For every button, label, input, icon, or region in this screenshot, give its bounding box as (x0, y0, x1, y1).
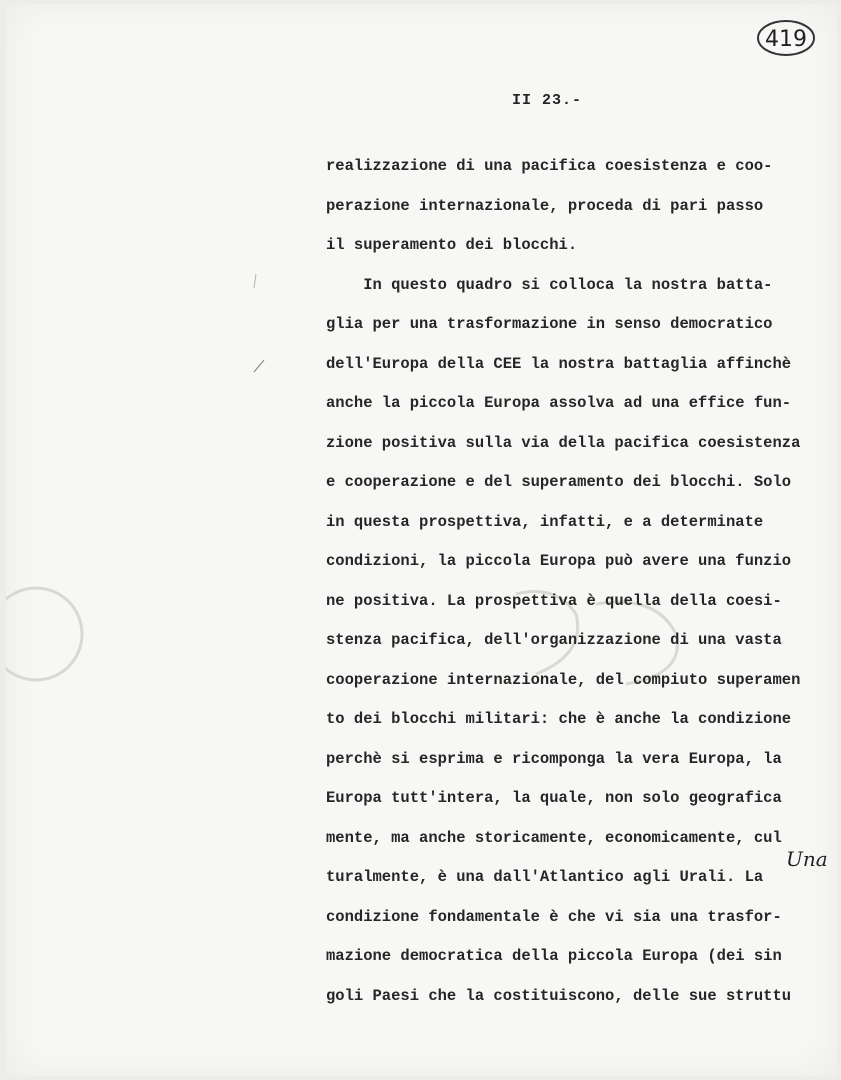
document-page (6, 4, 837, 1076)
text-line: cooperazione internazionale, del compiuto superamen (326, 670, 801, 689)
text-line: perazione internazionale, proceda di pari passo (326, 196, 764, 215)
archive-number-stamp (754, 18, 818, 58)
text-line: glia per una trasformazione in senso democratico (326, 315, 773, 333)
text-line: to dei blocchi militari: che è anche la condizione (326, 710, 792, 728)
text-line: anche la piccola Europa assolva ad una effice fun- (326, 394, 792, 412)
text-line: il superamento dei blocchi. (326, 236, 578, 254)
text-line: realizzazione di una pacifica coesistenza e coo- (326, 157, 773, 175)
margin-mark (250, 356, 270, 376)
text-line: dell'Europa della CEE la nostra battaglia affinchè (326, 354, 792, 373)
text-line: goli Paesi che la costituiscono, delle sue struttu (326, 986, 792, 1005)
page-number: II 23.- (512, 92, 583, 109)
handwritten-correction (782, 840, 837, 880)
text-line: stenza pacifica, dell'organizzazione di una vasta (326, 631, 782, 649)
text-line: condizione fondamentale è che vi sia una trasfor- (326, 907, 782, 926)
margin-mark (246, 272, 266, 292)
text-line: mente, ma anche storicamente, economicamente, cul (326, 828, 782, 847)
svg-text:419: 419 (765, 27, 807, 52)
text-line: In questo quadro si colloca la nostra batta- (326, 275, 773, 294)
text-line: e cooperazione e del superamento dei blocchi. Solo (326, 473, 792, 491)
text-line: perchè si esprima e ricomponga la vera Europa, la (326, 749, 782, 768)
text-line: mazione democratica della piccola Europa (dei sin (326, 947, 782, 965)
text-line: condizioni, la piccola Europa può avere una funzio (326, 552, 792, 570)
svg-text:Una: Una (786, 847, 828, 871)
text-line: in questa prospettiva, infatti, e a determinate (326, 512, 764, 531)
text-line: Europa tutt'intera, la quale, non solo geografica (326, 789, 782, 807)
text-line: zione positiva sulla via della pacifica coesistenza (326, 433, 801, 452)
text-line: ne positiva. La prospettiva è quella della coesi- (326, 591, 782, 610)
typewritten-paragraph (326, 147, 836, 1016)
text-line: turalmente, è una dall'Atlantico agli Urali. La (326, 868, 764, 886)
